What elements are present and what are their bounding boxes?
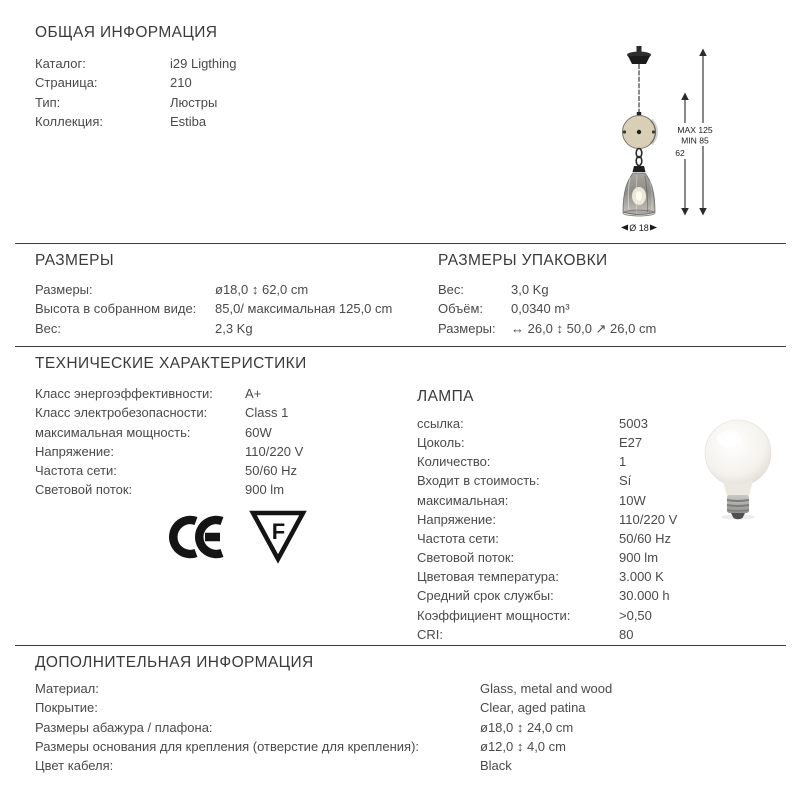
spec-label: Вес: bbox=[438, 282, 465, 297]
spec-value: 210 bbox=[170, 75, 192, 91]
spec-value: 50/60 Hz bbox=[245, 463, 298, 479]
spec-value: Estiba bbox=[170, 113, 207, 129]
f-mark-letter: F bbox=[271, 519, 286, 544]
spec-value: 30.000 h bbox=[619, 588, 670, 604]
spec-label: Тип: bbox=[35, 94, 61, 110]
spec-row bbox=[35, 280, 392, 299]
spec-value: Class 1 bbox=[245, 405, 289, 421]
spec-value: Sí bbox=[619, 473, 632, 489]
section-divider bbox=[15, 645, 786, 646]
spec-row bbox=[35, 93, 237, 112]
spec-label: Напряжение: bbox=[417, 511, 496, 527]
general-info-rows bbox=[35, 54, 237, 131]
spec-value: 3,0 Kg bbox=[511, 282, 549, 297]
spec-row bbox=[438, 299, 656, 318]
technical-rows bbox=[35, 384, 303, 500]
additional-rows bbox=[35, 679, 612, 775]
spec-label: максимальная мощность: bbox=[35, 424, 191, 440]
spec-label: Размеры: bbox=[438, 320, 496, 336]
spec-row bbox=[35, 384, 303, 403]
wooden-pulley bbox=[623, 116, 657, 149]
section-title-additional: ДОПОЛНИТЕЛЬНАЯ ИНФОРМАЦИЯ bbox=[35, 654, 314, 671]
spec-row bbox=[438, 280, 656, 299]
section-title-packaging: РАЗМЕРЫ УПАКОВКИ bbox=[438, 252, 608, 269]
spec-label: Коллекция: bbox=[35, 113, 103, 129]
spec-label: максимальная: bbox=[417, 492, 509, 508]
spec-value: Glass, metal and wood bbox=[480, 681, 613, 696]
spec-row bbox=[417, 625, 677, 644]
pendant-lamp-drawing bbox=[621, 46, 657, 233]
spec-label: Класс энергоэффективности: bbox=[35, 386, 213, 401]
spec-label: Цвет кабеля: bbox=[35, 758, 114, 774]
spec-value: 110/220 V bbox=[245, 443, 304, 459]
diameter-label: Ø 18 bbox=[629, 223, 649, 233]
spec-row bbox=[35, 442, 303, 461]
spec-row bbox=[35, 737, 612, 756]
dimensions-rows bbox=[35, 280, 392, 338]
dimension-lines bbox=[672, 49, 715, 216]
inner-height-label: 62 bbox=[675, 148, 685, 158]
bulb-screw-base bbox=[727, 495, 749, 513]
ce-mark-icon bbox=[158, 513, 224, 561]
spec-row bbox=[35, 112, 237, 131]
spec-value: 80 bbox=[619, 626, 634, 642]
bulb-photo bbox=[700, 416, 778, 521]
spec-row bbox=[35, 319, 392, 338]
spec-label: Вес: bbox=[35, 320, 62, 336]
spec-label: Размеры основания для крепления (отверстие для крепления): bbox=[35, 738, 420, 754]
spec-row bbox=[35, 73, 237, 92]
spec-label: Страница: bbox=[35, 75, 98, 91]
spec-value: 10W bbox=[619, 492, 646, 508]
spec-value: ↔ 26,0 ↕ 50,0 ↗ 26,0 cm bbox=[511, 320, 657, 336]
spec-value: Black bbox=[480, 758, 512, 774]
spec-row bbox=[35, 461, 303, 480]
spec-value: 5003 bbox=[619, 416, 648, 431]
lamp-rows bbox=[417, 414, 677, 644]
spec-row bbox=[35, 698, 612, 717]
packaging-rows bbox=[438, 280, 656, 338]
section-title-technical: ТЕХНИЧЕСКИЕ ХАРАКТЕРИСТИКИ bbox=[35, 355, 307, 372]
spec-value: Clear, aged patina bbox=[480, 700, 586, 716]
spec-row bbox=[417, 606, 677, 625]
spec-label: Материал: bbox=[35, 681, 99, 696]
spec-row bbox=[35, 679, 612, 698]
spec-label: Световой поток: bbox=[417, 550, 515, 566]
spec-row bbox=[417, 510, 677, 529]
spec-label: Цветовая температура: bbox=[417, 569, 559, 585]
spec-row bbox=[35, 718, 612, 737]
spec-row bbox=[417, 452, 677, 471]
spec-row bbox=[417, 491, 677, 510]
spec-value: 50/60 Hz bbox=[619, 530, 672, 546]
spec-value: ø18,0 ↕ 62,0 cm bbox=[215, 282, 309, 297]
spec-value: >0,50 bbox=[619, 607, 652, 623]
spec-label: Частота сети: bbox=[417, 530, 499, 546]
spec-row bbox=[438, 319, 656, 338]
spec-row bbox=[417, 567, 677, 586]
spec-label: Высота в собранном виде: bbox=[35, 301, 197, 317]
spec-label: Средний срок службы: bbox=[417, 588, 554, 604]
spec-value: ø18,0 ↕ 24,0 cm bbox=[480, 719, 574, 735]
bulb-globe bbox=[705, 420, 771, 486]
chain-links bbox=[636, 149, 642, 166]
spec-value: ø12,0 ↕ 4,0 cm bbox=[480, 738, 566, 754]
min-height-label: MIN 85 bbox=[681, 135, 709, 146]
spec-value: 3.000 K bbox=[619, 569, 664, 585]
spec-label: Цоколь: bbox=[417, 435, 465, 451]
spec-row bbox=[35, 54, 237, 73]
spec-value: A+ bbox=[245, 386, 262, 401]
spec-row bbox=[35, 756, 612, 775]
spec-value: 85,0/ максимальная 125,0 cm bbox=[215, 301, 393, 317]
arrow-left-icon bbox=[621, 225, 628, 231]
glass-shade bbox=[623, 166, 655, 216]
spec-row bbox=[417, 433, 677, 452]
spec-value: 1 bbox=[619, 454, 627, 470]
spec-label: Размеры абажура / плафона: bbox=[35, 719, 213, 735]
spec-value: Люстры bbox=[170, 94, 218, 110]
section-divider bbox=[15, 243, 786, 244]
spec-row bbox=[35, 299, 392, 318]
spec-value: 110/220 V bbox=[619, 511, 678, 527]
spec-label: Частота сети: bbox=[35, 463, 117, 479]
spec-row bbox=[417, 414, 677, 433]
spec-label: Световой поток: bbox=[35, 482, 133, 498]
product-dimension-diagram bbox=[588, 33, 793, 245]
spec-label: Количество: bbox=[417, 454, 491, 470]
spec-value: 60W bbox=[245, 424, 272, 440]
max-height-label: MAX 125 bbox=[677, 125, 713, 135]
spec-row bbox=[417, 529, 677, 548]
spec-row bbox=[35, 423, 303, 442]
spec-label: Напряжение: bbox=[35, 443, 114, 459]
spec-label: Объём: bbox=[438, 301, 484, 317]
spec-label: Размеры: bbox=[35, 282, 93, 297]
spec-row bbox=[417, 548, 677, 567]
diameter-annotation bbox=[621, 223, 657, 233]
spec-value: 900 lm bbox=[245, 482, 285, 498]
spec-row bbox=[35, 403, 303, 422]
spec-label: Входит в стоимость: bbox=[417, 473, 540, 489]
spec-label: Каталог: bbox=[35, 56, 86, 71]
spec-row bbox=[417, 586, 677, 605]
spec-value: 2,3 Kg bbox=[215, 320, 253, 336]
section-title-lamp: ЛАМПА bbox=[417, 388, 474, 405]
spec-value: i29 Ligthing bbox=[170, 56, 237, 71]
spec-label: Покрытие: bbox=[35, 700, 98, 716]
spec-row bbox=[35, 480, 303, 499]
spec-label: CRI: bbox=[417, 626, 443, 642]
spec-label: Коэффициент мощности: bbox=[417, 607, 571, 623]
spec-label: ссылка: bbox=[417, 416, 464, 431]
spec-value: E27 bbox=[619, 435, 643, 451]
section-divider bbox=[15, 346, 786, 347]
f-mark-icon bbox=[249, 508, 307, 566]
spec-value: 0,0340 m³ bbox=[511, 301, 570, 317]
spec-value: 900 lm bbox=[619, 550, 659, 566]
spec-label: Класс электробезопасности: bbox=[35, 405, 208, 421]
arrow-right-icon bbox=[650, 225, 657, 231]
section-title-general: ОБЩАЯ ИНФОРМАЦИЯ bbox=[35, 24, 218, 41]
spec-row bbox=[417, 471, 677, 490]
section-title-dimensions: РАЗМЕРЫ bbox=[35, 252, 114, 269]
